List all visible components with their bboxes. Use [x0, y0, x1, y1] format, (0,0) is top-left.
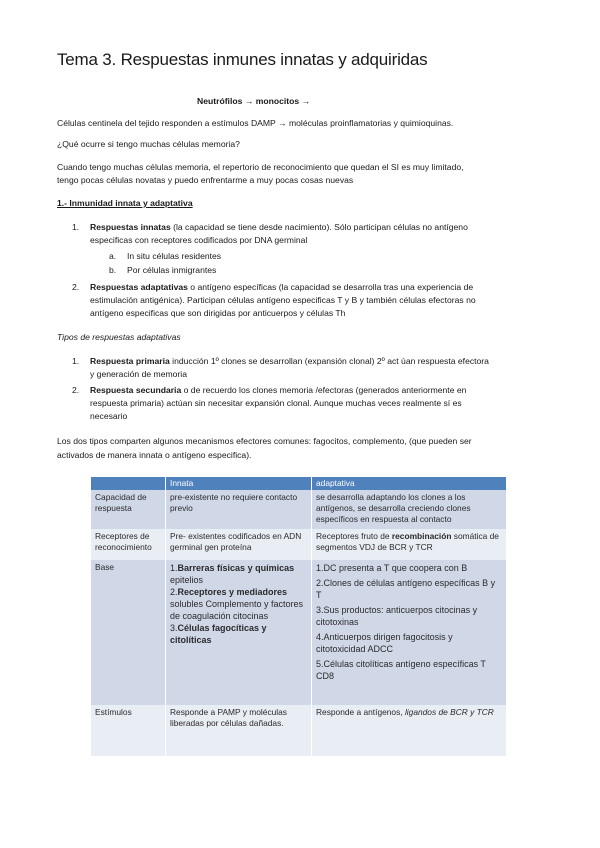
table-row	[91, 705, 507, 756]
paragraph-sentinel-cells: Células centinela del tejido responden a estímulos DAMP → moléculas proinflamatorias y quimioquinas.	[57, 118, 454, 128]
cell-adaptativa: se desarrolla adaptando los clones a los antígenos, se desarrolla creciendo clones específicos en respuesta al contacto	[312, 490, 507, 529]
list-number: 2.	[72, 385, 80, 395]
base-adaptive-item	[316, 658, 502, 682]
term-secondary: Respuesta secundaria	[90, 385, 182, 395]
cell-adaptativa	[312, 705, 507, 756]
row-label-base: Base	[91, 560, 166, 705]
cell-innata: Pre- existentes codificados en ADN germinal gen proteína	[166, 529, 312, 560]
item-number: 4.	[316, 632, 324, 642]
item-bold: Barreras físicas y químicas	[177, 563, 295, 573]
item-number: 2.	[316, 578, 324, 588]
item-text: DC presenta a T que coopera con B	[323, 563, 468, 573]
sublist-item-inmigrantes: Por células inmigrantes	[127, 265, 217, 275]
list-number: 1.	[72, 222, 80, 232]
list-item-adaptive-line3: antígeno especificas que son dirigidas por anticuerpos y células Th	[90, 308, 346, 318]
cell-adaptativa-base	[312, 560, 507, 705]
list-item-adaptive-line2: estimulación antigénica). Participan células antígeno especificas T y B y también células efectoras no	[90, 295, 476, 305]
list-item-text: o de recuerdo los clones memoria /efectoras (generados anteriormente en	[181, 385, 467, 395]
term-adaptive: Respuestas adaptativas	[90, 282, 188, 292]
section-heading-adaptive-types: Tipos de respuestas adaptativas	[57, 332, 181, 342]
table-header-innata: Innata	[166, 477, 312, 490]
cell-text-italic: ligandos de BCR y TCR	[404, 707, 494, 717]
cell-text: Receptores fruto de	[316, 531, 392, 541]
paragraph-shared-mechanisms-line2: activados de manera innata o antígeno especifica).	[57, 450, 252, 460]
base-adaptive-item	[316, 562, 502, 574]
cell-text: Responde a antígenos,	[316, 707, 405, 717]
flow-line: Neutrófilos → monocitos →	[197, 96, 311, 106]
base-adaptive-item	[316, 577, 502, 601]
cell-innata-base	[166, 560, 312, 705]
term-innate: Respuestas innatas	[90, 222, 171, 232]
list-item-text: o antígeno específicas (la capacidad se desarrolla tras una experiencia de	[187, 282, 474, 292]
base-adaptive-item	[316, 604, 502, 628]
row-label-receptores: Receptores de reconocimiento	[91, 529, 166, 560]
term-recombinacion: recombinación	[391, 531, 452, 541]
sublist-letter: b.	[109, 265, 117, 275]
paragraph-memory-line1: Cuando tengo muchas células memoria, el repertorio de reconocimiento que quedan el SI es muy limitado,	[57, 162, 464, 172]
table-header-cell	[91, 477, 166, 490]
section-heading-innate-adaptive: 1.- Inmunidad innata y adaptativa	[57, 198, 193, 208]
table-row	[91, 529, 507, 560]
term-primary: Respuesta primaria	[90, 356, 170, 366]
item-number: 1.	[170, 563, 178, 573]
list-item-primary-line1	[90, 355, 489, 368]
list-item-text: inducción 1º clones se desarrollan (expansión clonal) 2º act úan respuesta efectora	[169, 356, 489, 366]
row-label-capacidad: Capacidad de respuesta	[91, 490, 166, 529]
list-item-adaptive-line1	[90, 281, 544, 294]
sublist-letter: a.	[109, 251, 117, 261]
cell-innata: Responde a PAMP y moléculas liberadas por células dañadas.	[166, 705, 312, 756]
page-title: Tema 3. Respuestas inmunes innatas y adquiridas	[57, 50, 428, 69]
base-adaptive-item	[316, 631, 502, 655]
question-memory: ¿Qué ocurre si tengo muchas células memoria?	[57, 139, 240, 149]
item-number: 5.	[316, 659, 324, 669]
cell-text: somática de segmentos VDJ de BCR y TCR	[316, 531, 499, 552]
item-number: 3.	[316, 605, 324, 615]
paragraph-shared-mechanisms-line1: Los dos tipos comparten algunos mecanismos efectores comunes: fagocitos, complemento, (que pueden ser	[57, 436, 472, 446]
table-header-row	[91, 477, 507, 490]
item-number: 2.	[170, 587, 178, 597]
table-header-adaptativa: adaptativa	[312, 477, 507, 490]
sublist-item-in-situ: In situ células residentes	[127, 251, 222, 261]
list-item-primary-line2: y generación de memoria	[90, 369, 187, 379]
list-item-secondary-line2: respuesta primaria) actúan sin necesitar expansión clonal. Aunque muchas veces realmente sí es	[90, 398, 462, 408]
cell-innata: pre-existente no requiere contacto previo	[166, 490, 312, 529]
item-text: Clones de células antígeno específicas B y T	[316, 578, 496, 600]
item-bold: Receptores y mediadores	[177, 587, 288, 597]
list-number: 2.	[72, 282, 80, 292]
list-item-text: (la capacidad se tiene desde nacimiento). Sólo participan células no antígeno	[170, 222, 468, 232]
cell-adaptativa	[312, 529, 507, 560]
list-item-innate-line1	[90, 221, 544, 234]
row-label-estimulos: Estímulos	[91, 705, 166, 756]
item-text: Sus productos: anticuerpos citocinas y citotoxinas	[316, 605, 478, 627]
list-number: 1.	[72, 356, 80, 366]
item-text: epitelios	[170, 575, 204, 585]
item-bold: Células fagocíticas y citolíticas	[170, 623, 267, 645]
base-innate-item	[170, 622, 307, 646]
item-text: Células citolíticas antígeno específicas T CD8	[316, 659, 486, 681]
item-number: 1.	[316, 563, 324, 573]
comparison-table	[90, 477, 506, 756]
item-text: Anticuerpos dirigen fagocitosis y citotoxicidad ADCC	[316, 632, 453, 654]
paragraph-memory-line2: tengo pocas células novatas y puedo enfrentarme a muy pocas cosas nuevas	[57, 175, 354, 185]
base-innate-item	[170, 562, 307, 586]
base-innate-item	[170, 586, 307, 622]
item-text: solubles Complemento y factores de coagulación citocinas	[170, 599, 304, 621]
list-item-secondary-line1	[90, 384, 544, 397]
list-item-innate-line2: especificas con receptores codificados por DNA germinal	[90, 235, 308, 245]
list-item-secondary-line3: necesario	[90, 411, 128, 421]
table-row	[91, 560, 507, 705]
item-number: 3.	[170, 623, 178, 633]
table-row	[91, 490, 507, 529]
